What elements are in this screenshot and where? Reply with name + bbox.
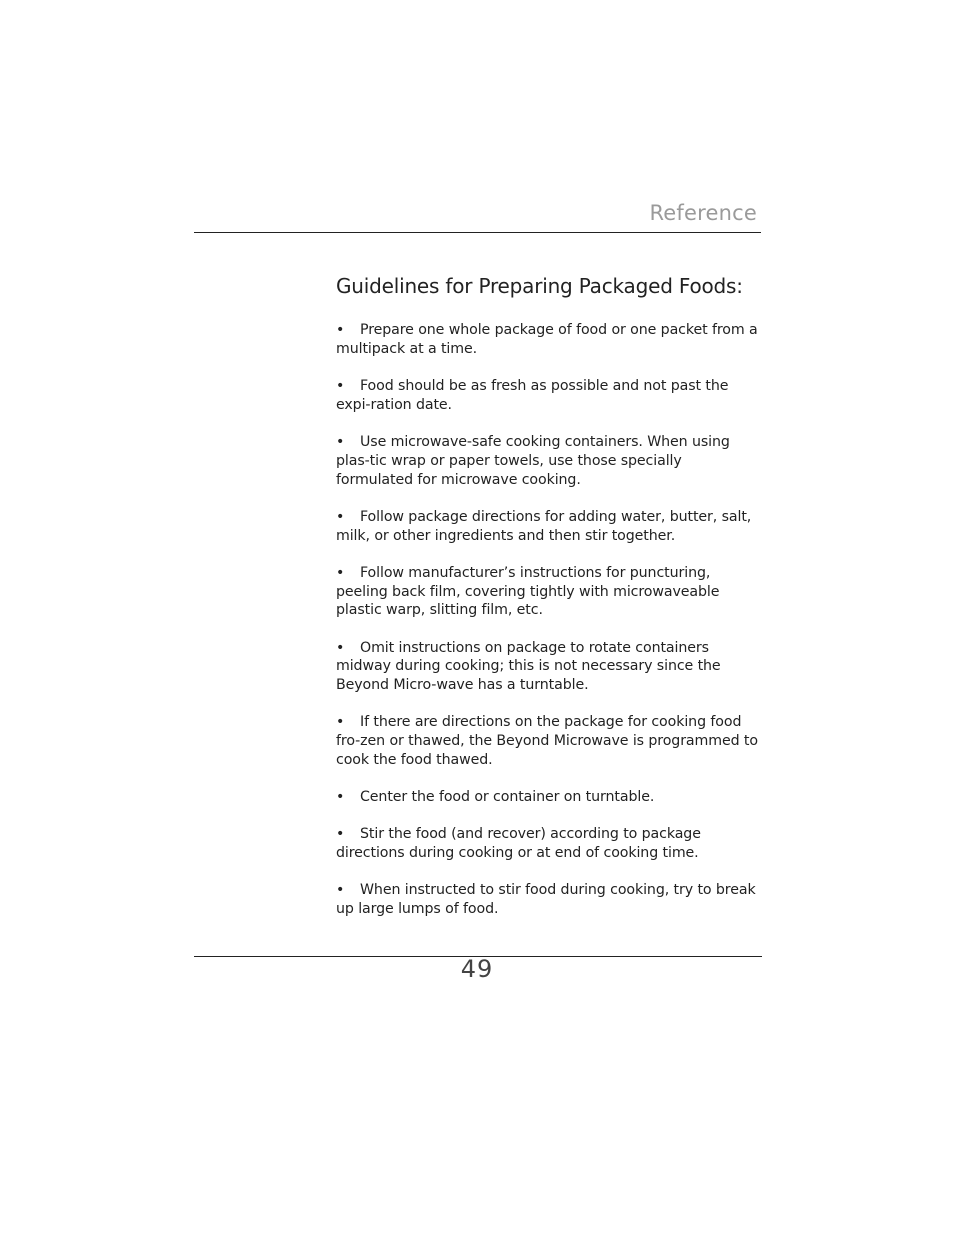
bullet: •: [336, 714, 345, 731]
list-item: [336, 881, 760, 919]
bullet: •: [336, 789, 345, 806]
list-item-text: If there are directions on the package for cooking food fro-zen or thawed, the Beyond Microwave is programmed to cook the food thawed.: [336, 714, 758, 768]
list-item-text: Center the food or container on turntable.: [360, 789, 655, 806]
guidelines-list: [336, 321, 760, 937]
bullet: •: [336, 377, 345, 394]
list-item: [336, 713, 760, 769]
list-item: [336, 321, 760, 359]
list-item-text: Follow manufacturer’s instructions for puncturing, peeling back film, covering tightly with microwaveable plastic warp, slitting film, etc.: [336, 564, 720, 619]
list-item: [336, 639, 760, 695]
list-item: [336, 564, 760, 620]
list-item: [336, 433, 760, 489]
list-item-text: Prepare one whole package of food or one packet from a multipack at a time.: [336, 322, 758, 357]
list-item-text: Food should be as fresh as possible and not past the expi-ration date.: [336, 377, 729, 413]
header-rule: [194, 232, 761, 233]
list-item-text: When instructed to stir food during cooking, try to break up large lumps of food.: [336, 882, 756, 918]
bullet: •: [336, 882, 345, 899]
bullet: •: [336, 826, 345, 843]
list-item-text: Omit instructions on package to rotate containers midway during cooking; this is not necessary since the Beyond Micro-wave has a turntable.: [336, 639, 721, 694]
page-title: Guidelines for Preparing Packaged Foods:: [336, 274, 743, 298]
bullet: •: [336, 433, 345, 450]
list-item: [336, 788, 760, 807]
bullet: •: [336, 639, 345, 656]
page-number: 49: [460, 955, 494, 983]
bullet: •: [336, 322, 345, 338]
bullet: •: [336, 564, 345, 581]
list-item: [336, 825, 760, 863]
bullet: •: [336, 508, 345, 525]
list-item-text: Use microwave-safe cooking containers. When using plas-tic wrap or paper towels, use those specially formulated for microwave cooking.: [336, 433, 730, 488]
section-label: Reference: [649, 201, 757, 225]
list-item: [336, 508, 760, 546]
list-item: [336, 377, 760, 415]
list-item-text: Follow package directions for adding water, butter, salt, milk, or other ingredients and then stir together.: [336, 508, 752, 544]
list-item-text: Stir the food (and recover) according to package directions during cooking or at end of cooking time.: [336, 826, 701, 862]
